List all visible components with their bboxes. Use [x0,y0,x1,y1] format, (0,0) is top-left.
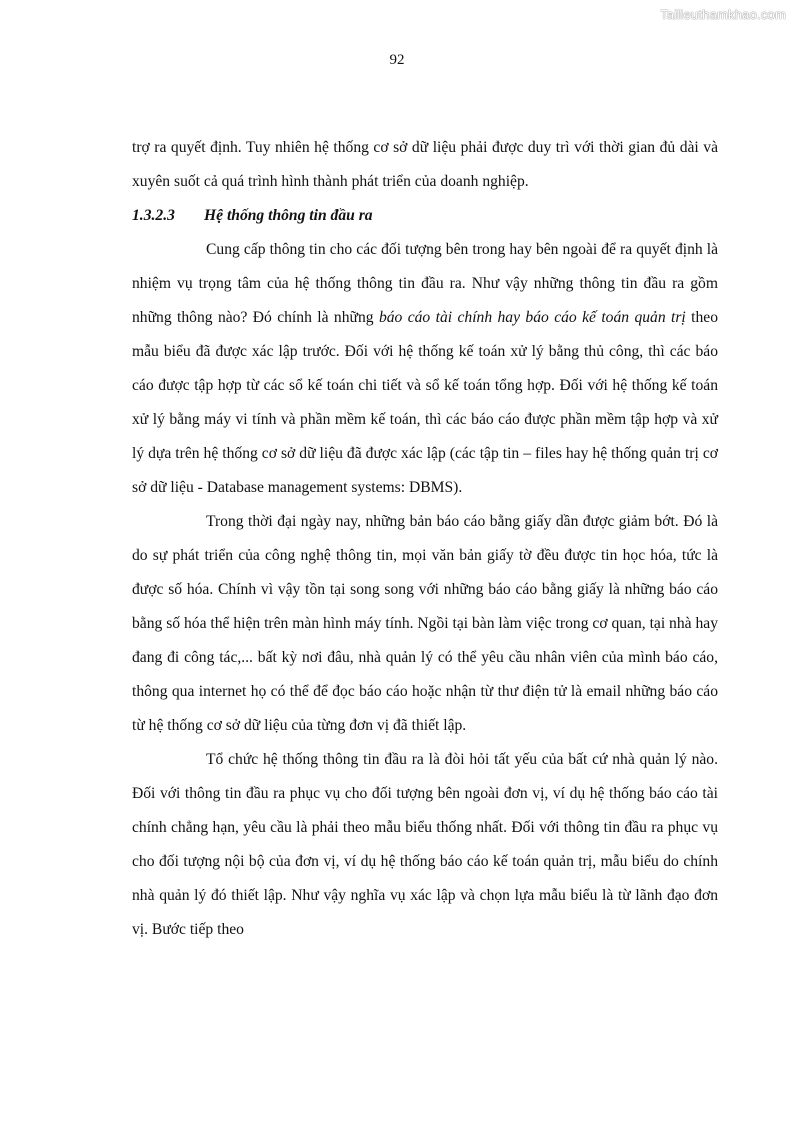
paragraph-output-organization: Tổ chức hệ thống thông tin đầu ra là đòi hỏi tất yếu của bất cứ nhà quản lý nào. Đối với thông tin đầu ra phục vụ cho đối tượng bên ngoài đơn vị, ví dụ hệ thống báo cáo tài chính chẳng hạn, yêu cầu là phải theo mẫu biểu thống nhất. Đối với thông tin đầu ra phục vụ cho đối tượng nội bộ của đơn vị, ví dụ hệ thống báo cáo kế toán quản trị, mẫu biểu do chính nhà quản lý đó thiết lập. Như vậy nghĩa vụ xác lập và chọn lựa mẫu biểu là từ lãnh đạo đơn vị. Bước tiếp theo [132,751,718,938]
watermark: Tailieuthamkhao.com [660,7,786,22]
section-title: Hệ thống thông tin đầu ra [204,207,373,224]
section-heading [132,199,718,233]
section-number: 1.3.2.3 [132,207,175,224]
paragraph-digital-reports: Trong thời đại ngày nay, những bản báo cáo bằng giấy dần được giảm bớt. Đó là do sự phát triển của công nghệ thông tin, mọi văn bản giấy tờ đều được tin học hóa, tức là được số hóa. Chính vì vậy tồn tại song song với những báo cáo bằng giấy là những báo cáo bằng số hóa thể hiện trên màn hình máy tính. Ngồi tại bàn làm việc trong cơ quan, tại nhà hay đang đi công tác,... bất kỳ nơi đâu, nhà quản lý có thể yêu cầu nhân viên của mình báo cáo, thông qua internet họ có thể để đọc báo cáo hoặc nhận từ thư điện tử là email những báo cáo từ hệ thống cơ sở dữ liệu của từng đơn vị đã thiết lập. [132,513,718,734]
paragraph-1-text-a: Cung cấp thông tin cho các đối tượng bên trong hay bên ngoài để ra quyết định là nhiệm vụ trọng tâm của hệ thống thông tin đầu ra. Như vậy những thông tin đầu ra gồm những thông nào? Đó chính là những [132,241,718,326]
paragraph-1-emphasis: báo cáo tài chính hay báo cáo kế toán quản trị [378,309,686,326]
paragraph-output-reports [132,233,718,505]
page-body [132,131,718,947]
paragraph-1-text-b: theo mẫu biểu đã được xác lập trước. Đối với hệ thống kế toán xử lý bằng thủ công, thì các báo cáo được tập hợp từ các sổ kế toán chi tiết và sổ kế toán tổng hợp. Đối với hệ thống kế toán xử lý bằng máy vi tính và phần mềm kế toán, thì các báo cáo được phần mềm tập hợp và xử lý dựa trên hệ thống cơ sở dữ liệu đã được xác lập (các tập tin – files hay hệ thống quản trị cơ sở dữ liệu - Database management systems: DBMS). [132,309,719,496]
page-number: 92 [389,52,405,68]
opening-paragraph: trợ ra quyết định. Tuy nhiên hệ thống cơ sở dữ liệu phải được duy trì với thời gian đủ dài và xuyên suốt cả quá trình hình thành phát triển của doanh nghiệp. [132,139,718,190]
